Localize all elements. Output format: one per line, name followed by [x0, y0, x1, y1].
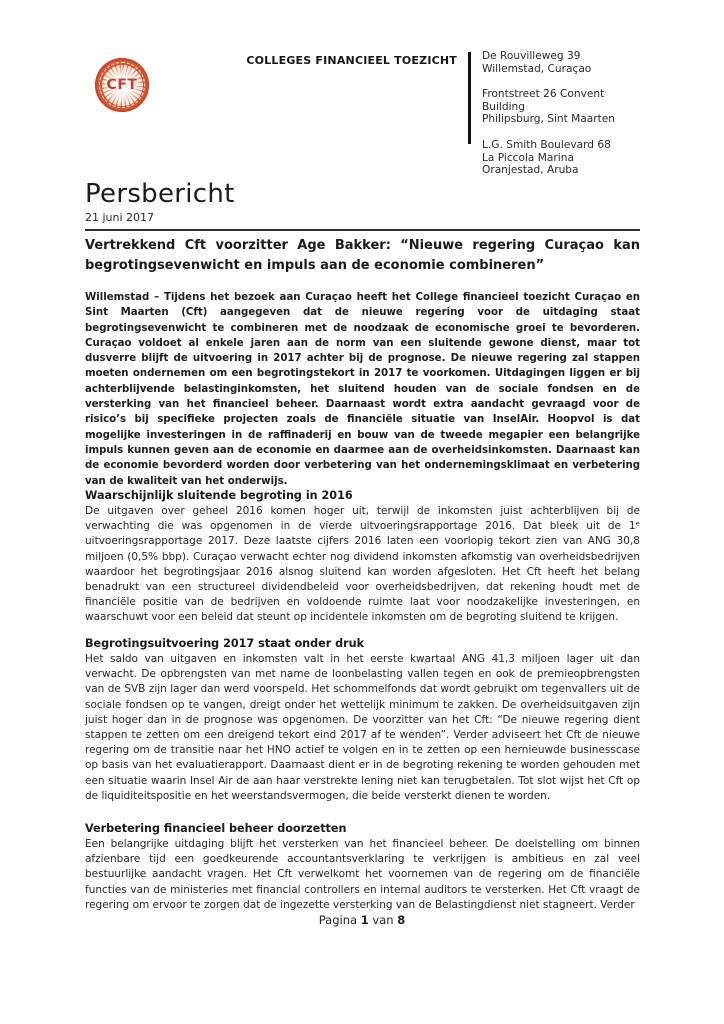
title-rule	[85, 229, 640, 231]
organization-name: COLLEGES FINANCIEEL TOEZICHT	[246, 54, 457, 67]
document-date: 21 juni 2017	[85, 211, 155, 224]
address-aruba	[482, 139, 640, 177]
footer-page-number: 1	[360, 913, 369, 927]
address-line: Frontstreet 26 Convent Building	[482, 88, 605, 113]
section-heading-begroting-2016: Waarschijnlijk sluitende begroting in 2016	[85, 489, 353, 502]
footer-page-word: Pagina	[318, 913, 358, 927]
office-addresses	[482, 50, 640, 177]
address-line: Willemstad, Curaçao	[482, 62, 592, 75]
section-body-uitvoering-2017: Het saldo van uitgaven en inkomsten valt in het eerste kwartaal ANG 41,3 miljoen lager uit dan verwacht. De opbrengsten van met name de loonbelasting vallen tegen en ook de premieopbrengsten van de SVB zijn lager dan werd voorspeld. Het schommelfonds dat wordt gebruikt om tegenvallers uit de sociale fondsen op te vangen, dreigt onder het wettelijk minimum te zakken. De overheidsuitgaven zijn juist hoger dan in de prognose was opgenomen. De voorzitter van het Cft: “De nieuwe regering dient stappen te zetten om een dreigend tekort eind 2017 af te wenden”. Verder adviseert het Cft de nieuwe regering om de transitie naar het HNO actief te volgen en in te zetten op een hernieuwde businesscase op basis van het evaluatierapport. Daarnaast dient er in de begroting rekening te worden gehouden met een situatie waarin Insel Air de aan haar verstrekte lening niet kan terugbetalen. Tot slot wijst het Cft op de liquiditeitspositie en het weerstandsvermogen, die beide versterkt dienen te worden.	[85, 653, 640, 802]
letterhead	[95, 50, 640, 177]
lead-paragraph: Willemstad – Tijdens het bezoek aan Curaçao heeft het College financieel toezicht Curaçao en Sint Maarten (Cft) aangegeven dat de nieuwe regering voor de uitdaging staat begrotingsevenwicht te combineren met de noodzaak de economische groei te bevorderen. Curaçao voldoet al enkele jaren aan de norm van een sluitende gewone dienst, maar tot dusverre blijft de uitvoering in 2017 achter bij de prognose. De nieuwe regering zal stappen moeten ondernemen om een begrotingstekort in 2017 te voorkomen. Uitdagingen liggen er bij achterblijvende belastinginkomsten, het sluitend houden van de sociale fondsen en de versterking van het financieel beheer. Daarnaast wordt extra aandacht gevraagd voor de risico’s bij specifieke projecten zoals de financiële situatie van InselAir. Hoopvol is dat mogelijke investeringen in de raffinaderij en bouw van de tweede megapier een belangrijke impuls kunnen geven aan de economie en daarmee aan de overheidsinkomsten. Daarnaast kan de economie bevorderd worden door verbetering van het ondernemingsklimaat en verbetering van de kwaliteit van het onderwijs.	[85, 292, 640, 487]
cft-logo	[95, 58, 149, 112]
address-curacao	[482, 50, 640, 75]
footer-of-word: van	[372, 913, 394, 927]
section-heading-financieel-beheer: Verbetering financieel beheer doorzetten	[85, 822, 347, 835]
address-line: De Rouvilleweg 39	[482, 50, 581, 62]
section-heading-uitvoering-2017: Begrotingsuitvoering 2017 staat onder druk	[85, 637, 365, 650]
letterhead-right	[246, 50, 640, 177]
header-divider	[468, 52, 471, 144]
address-line: La Piccola Marina	[482, 151, 574, 164]
footer-total-pages: 8	[397, 913, 406, 927]
page-title: Persbericht	[85, 179, 235, 209]
address-line: Oranjestad, Aruba	[482, 164, 579, 177]
address-sint-maarten	[482, 88, 640, 126]
title-block	[85, 179, 640, 231]
cft-logo-text: CFT	[106, 77, 138, 93]
cft-logo-sunburst-icon	[102, 65, 143, 106]
page-footer	[0, 913, 724, 927]
headline: Vertrekkend Cft voorzitter Age Bakker: “Nieuwe regering Curaçao kan begrotingsevenwicht en impuls aan de economie combineren”	[85, 238, 640, 273]
section-body-financieel-beheer: Een belangrijke uitdaging blijft het versterken van het financieel beheer. De doelstelling om binnen afzienbare tijd een goedkeurende accountantsverklaring te verkrijgen is ambitieus en zal veel bestuurlijke aandacht vragen. Het Cft verwelkomt het voornemen van de regering om de financiële functies van de ministeries met financial controllers en internal auditors te versterken. Het Cft vraagt de regering om ervoor te zorgen dat de ingezette versterking van de Belastingdienst niet stagneert. Verder	[85, 838, 640, 911]
section-body-begroting-2016: De uitgaven over geheel 2016 komen hoger uit, terwijl de inkomsten juist achterblijven bij de verwachting die was opgenomen in de vierde uitvoeringsrapportage 2016. Dat bleek uit de 1ᵉ uitvoeringsrapportage 2017. Deze laatste cijfers 2016 laten een voorlopig tekort zien van ANG 30,8 miljoen (0,5% bbp). Curaçao verwacht echter nog dividend inkomsten afkomstig van overheidsbedrijven waardoor het begrotingsjaar 2016 alsnog sluitend kan worden afgesloten. Het Cft heeft het belang benadrukt van een structureel dividendbeleid voor overheidsbedrijven, dat rekening houdt met de financiële positie van de bedrijven en voldoende ruimte laat voor noodzakelijke investeringen, en waarschuwt voor een beleid dat steunt op incidentele inkomsten om de begroting sluitend te krijgen.	[85, 505, 640, 624]
address-line: L.G. Smith Boulevard 68	[482, 138, 611, 151]
address-line: Philipsburg, Sint Maarten	[482, 113, 616, 126]
